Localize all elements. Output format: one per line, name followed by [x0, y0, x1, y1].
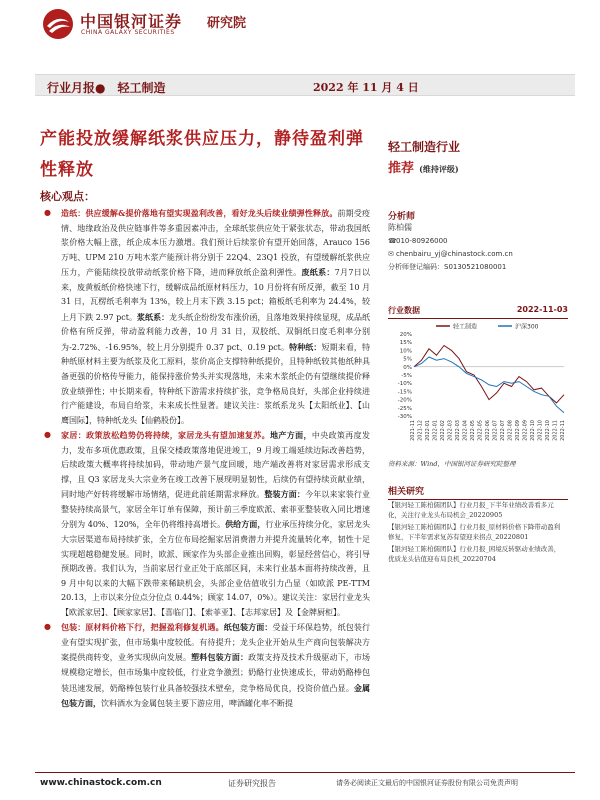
y-tick-label: 5%	[403, 356, 412, 363]
related-item[interactable]: 【银河轻工陈柏儒团队】行业月报_困境反转驱动业绩改善，优质龙头估值迎布局良机_20220704	[388, 545, 561, 563]
related-research-heading: 相关研究	[388, 484, 568, 500]
x-tick-label: 2022-10	[530, 420, 536, 441]
report-title: 产能投放缓解纸浆供应压力，静待盈利弹性释放	[40, 129, 364, 180]
industry-name: 轻工制造行业	[388, 140, 461, 154]
x-tick-label: 2021-12	[417, 420, 424, 441]
x-tick-label: 2022-11	[560, 420, 566, 441]
core-viewpoints-label: 核心观点：	[40, 190, 95, 203]
x-tick-label: 2022-03	[447, 420, 454, 441]
real-estate-label: 地产方面，	[270, 430, 312, 441]
supply-label: 供给方面，	[225, 519, 266, 530]
series-line	[414, 357, 564, 413]
home-headline: 家居：政策放松趋势仍将持续，家居龙头有望加速复苏。	[61, 430, 271, 441]
pulp-paper-label: 浆纸系：	[137, 311, 170, 322]
analyst-name: 陈柏儒	[388, 223, 412, 232]
y-tick-label: -15%	[397, 389, 412, 396]
industry-data-date: 2022-11-03	[516, 305, 568, 314]
x-tick-label: 2022-02	[440, 420, 446, 441]
y-tick-label: 10%	[399, 348, 412, 355]
x-tick-label: 2022-05	[477, 420, 484, 441]
paper-text: 前期受疫情、地缘政治及供应链事件等多重因素冲击，全球纸浆供应处于紧张状态，带动我国纸浆价格大幅上涨，纸企成本压力激增。我们预计后续浆价有望开始回落，Arauco 156 万吨、UPM 210 万吨木浆产能预计将分别于 22Q4、23Q1 投放，有望缓解纸浆供应压力，产能陆续投放带动纸浆价格下降，进而释放纸企盈利弹性。	[61, 209, 370, 278]
x-tick-label: 2022-06	[485, 420, 491, 441]
related-item[interactable]: 【银河轻工陈柏儒团队】行业月报_原材料价格下降带动盈利修复，下半年需求复苏有望迎来拐点_20220801	[388, 523, 561, 541]
legend-label: 轻工制造	[453, 323, 478, 331]
whole-home-text: 今年以来家装行业整装持续高景气，家居全年订单有保障，预计前三季度欧派、索菲亚整装收入同比增速分别为 40%、120%，全年仍将维持高增长。	[61, 490, 371, 530]
related-research-list	[388, 500, 566, 566]
report-header-band	[35, 74, 575, 96]
report-date: 2022 年 11 月 4 日	[313, 81, 419, 94]
institute-label: 研究院	[207, 16, 247, 31]
y-tick-label: 15%	[399, 340, 412, 347]
analyst-cert: 分析师登记编码：S0130521080001	[388, 263, 507, 271]
analyst-heading: 分析师	[388, 212, 416, 222]
logo-english-name: CHINA GALAXY SECURITIES	[81, 29, 175, 36]
industry-data-label: 行业数据	[388, 305, 420, 315]
specialty-paper-text: 短期来看，特种纸原材料主要为纸浆及化工原料，浆价高企支撑特种纸提价，且特种纸较其他纸种具备更强的价格传导能力，能保持涨价势头并实现落地，未来木浆纸企仍有望继续提价释放业绩弹性；中长期来看，特种纸下游需求持续扩张，竞争格局良好，头部企业持续进行产能建设，布局自给浆，未来成长性显著。建议关注：浆纸系龙头【太阳纸业】、【山鹰国际】，特种纸龙头【仙鹤股份】。	[61, 342, 371, 425]
industry-performance-chart	[388, 320, 568, 460]
footer-disclaimer: 请务必阅读正文最后的中国银河证券股份有限公司免责声明	[336, 779, 518, 787]
real-estate-text: 中央政策再度发力，发布多项优惠政策，且保交楼政策落地促进竣工，9 月竣工端延续边际改善趋势，后续政策大概率将持续加码，带动地产景气度回暖，地产端改善将对家居需求形成支撑，且 Q3 家居龙头大宗业务在竣工改善下展现明显韧性，后续仍有望持续贡献业绩，同时地产好转将缓解市场情绪，促进此前延期需求释放。	[61, 431, 371, 500]
paragraph-home	[40, 428, 370, 620]
y-tick-label: -30%	[397, 414, 412, 420]
email-text: chenbairu_yj@chinastock.com.cn	[396, 250, 513, 258]
waste-paper-text: 7月7日以来，废黄板纸价格快速下行，缓解成品纸原材料压力，10 月份将有所反弹，截至 10 月 31 日，瓦楞纸毛利率为 13%，较上月末下跌 3.15 pct；箱板纸毛利率为 24.4%，较上月下跌 2.97 pct。	[61, 268, 371, 322]
supply-text: 行业承压持续分化，家居龙头大宗居渠道布局持续扩张，全方位布局挖掘家居消费潜力并提升流量转化率，韧性十足实现超越稳健发展。同时，欧派、顾家作为头部企业推出回购，彰显经营信心，将引导预期改善。我们认为，当前家居行业正处于底部区间，未来行业基本面将持续改善，且 9 月中旬以来的大幅下跌带来稀缺机会，头部企业估值收引力凸显（如欧派 PE-TTM 20.13，上市以来分位点分位点 0.44%；顾家 14.07，0%）。建议关注：家居行业龙头【欧派家居】、【顾家家居】、【喜临门】、【索菲亚】、【志邦家居】及【金牌厨柜】。	[61, 520, 371, 617]
pulp-paper-text: 龙头纸企纷纷发布涨价函，且落地效果持续显现，成品纸价格有所反弹，带动盈利能力改善，10 月 31 日，双胶纸、双铜纸日度毛利率分别为-2.72%、-16.95%，较上月分别提升 0.37 pct、0.19 pct。	[61, 312, 371, 352]
related-item[interactable]: 【银河轻工陈柏儒团队】行业月报_下半年业绩改善看多元化，关注行业龙头布局机会_20220905	[388, 501, 554, 519]
x-tick-label: 2022-01	[425, 420, 431, 441]
x-tick-label: 2022-05	[470, 420, 476, 441]
y-tick-label: -20%	[397, 397, 412, 404]
analyst-email	[388, 250, 513, 258]
specialty-paper-label: 特种纸：	[289, 341, 322, 352]
paragraph-paper	[40, 206, 370, 428]
bullet-icon: ●	[44, 622, 51, 632]
x-tick-label: 2022-11	[552, 420, 559, 441]
x-tick-label: 2022-04	[462, 420, 469, 441]
x-tick-label: 2022-09	[522, 420, 529, 441]
industry-data-header	[388, 305, 568, 319]
x-tick-label: 2022-10	[537, 420, 544, 441]
packaging-headline: 包装：原材料价格下行，把握盈利修复机遇。	[61, 622, 224, 633]
footer-url[interactable]: www.chinastock.com.cn	[40, 778, 162, 788]
paragraph-packaging	[40, 620, 370, 711]
report-body	[40, 206, 370, 712]
bullet-icon: ●	[44, 430, 51, 440]
bullet-icon: ●	[44, 208, 51, 217]
rating-main: 推荐	[388, 161, 415, 176]
footer-divider	[35, 772, 575, 773]
y-tick-label: 0%	[403, 364, 412, 371]
whole-home-label: 整装方面：	[264, 489, 306, 500]
legend-label: 沪深300	[515, 323, 539, 331]
x-tick-label: 2021-11	[410, 420, 416, 441]
analyst-phone	[388, 237, 448, 245]
plastic-packaging-text: 政策支持及技术升级驱动下，市场规模稳定增长，但市场集中度较低，行业竞争激烈；奶酪行业快速成长，带动奶酪棒包装迅速发展，奶酪棒包装行业具备较强技术壁垒，竞争格局优良，投资价值凸显。	[61, 653, 371, 693]
report-type: 行业月报● 轻工制造	[47, 81, 166, 95]
waste-paper-label: 废纸系：	[301, 267, 335, 278]
chart-source: 资料来源：Wind，中国银河证券研究院整理	[388, 460, 516, 468]
footer-report-label: 证券研究报告	[228, 779, 276, 788]
y-tick-label: -10%	[397, 381, 412, 388]
metal-packaging-label: 金属包装方面，	[61, 682, 371, 709]
x-tick-label: 2022-10	[545, 420, 551, 441]
galaxy-logo-icon	[42, 8, 74, 40]
x-tick-label: 2022-09	[515, 420, 521, 441]
phone-text: 010-80926000	[396, 237, 448, 245]
y-tick-label: -5%	[401, 373, 412, 379]
x-tick-label: 2022-03	[455, 420, 461, 441]
rating	[388, 157, 459, 176]
paper-packaging-label: 纸包装方面：	[223, 622, 273, 633]
company-logo	[42, 6, 262, 40]
plastic-packaging-label: 塑料包装方面：	[191, 652, 249, 663]
x-tick-label: 2022-07	[500, 420, 506, 441]
phone-icon: ☎	[388, 237, 397, 245]
x-tick-label: 2022-08	[507, 420, 514, 441]
logo-chinese-name: 中国银河证券	[80, 12, 183, 31]
y-tick-label: -25%	[397, 405, 412, 412]
metal-packaging-text: 饮料酒水为金属包装主要下游应用，啤酒罐化率不断提	[101, 699, 293, 709]
paper-headline: 造纸：供应缓解&提价落地有望实现盈利改善，看好龙头后续业绩弹性释放。	[61, 208, 338, 218]
x-tick-label: 2022-07	[492, 420, 499, 441]
email-icon: ✉	[388, 250, 394, 258]
x-tick-label: 2022-01	[432, 420, 439, 441]
y-tick-label: 20%	[399, 332, 412, 338]
rating-sub: (维持评级)	[419, 164, 459, 174]
paper-packaging-text: 受益于环保趋势，纸包装行业有望实现扩张，但市场集中度较低。有待提升；龙头企业开始从生产商向包装解决方案提供商转变，业务实现纵向发展。	[61, 623, 371, 663]
